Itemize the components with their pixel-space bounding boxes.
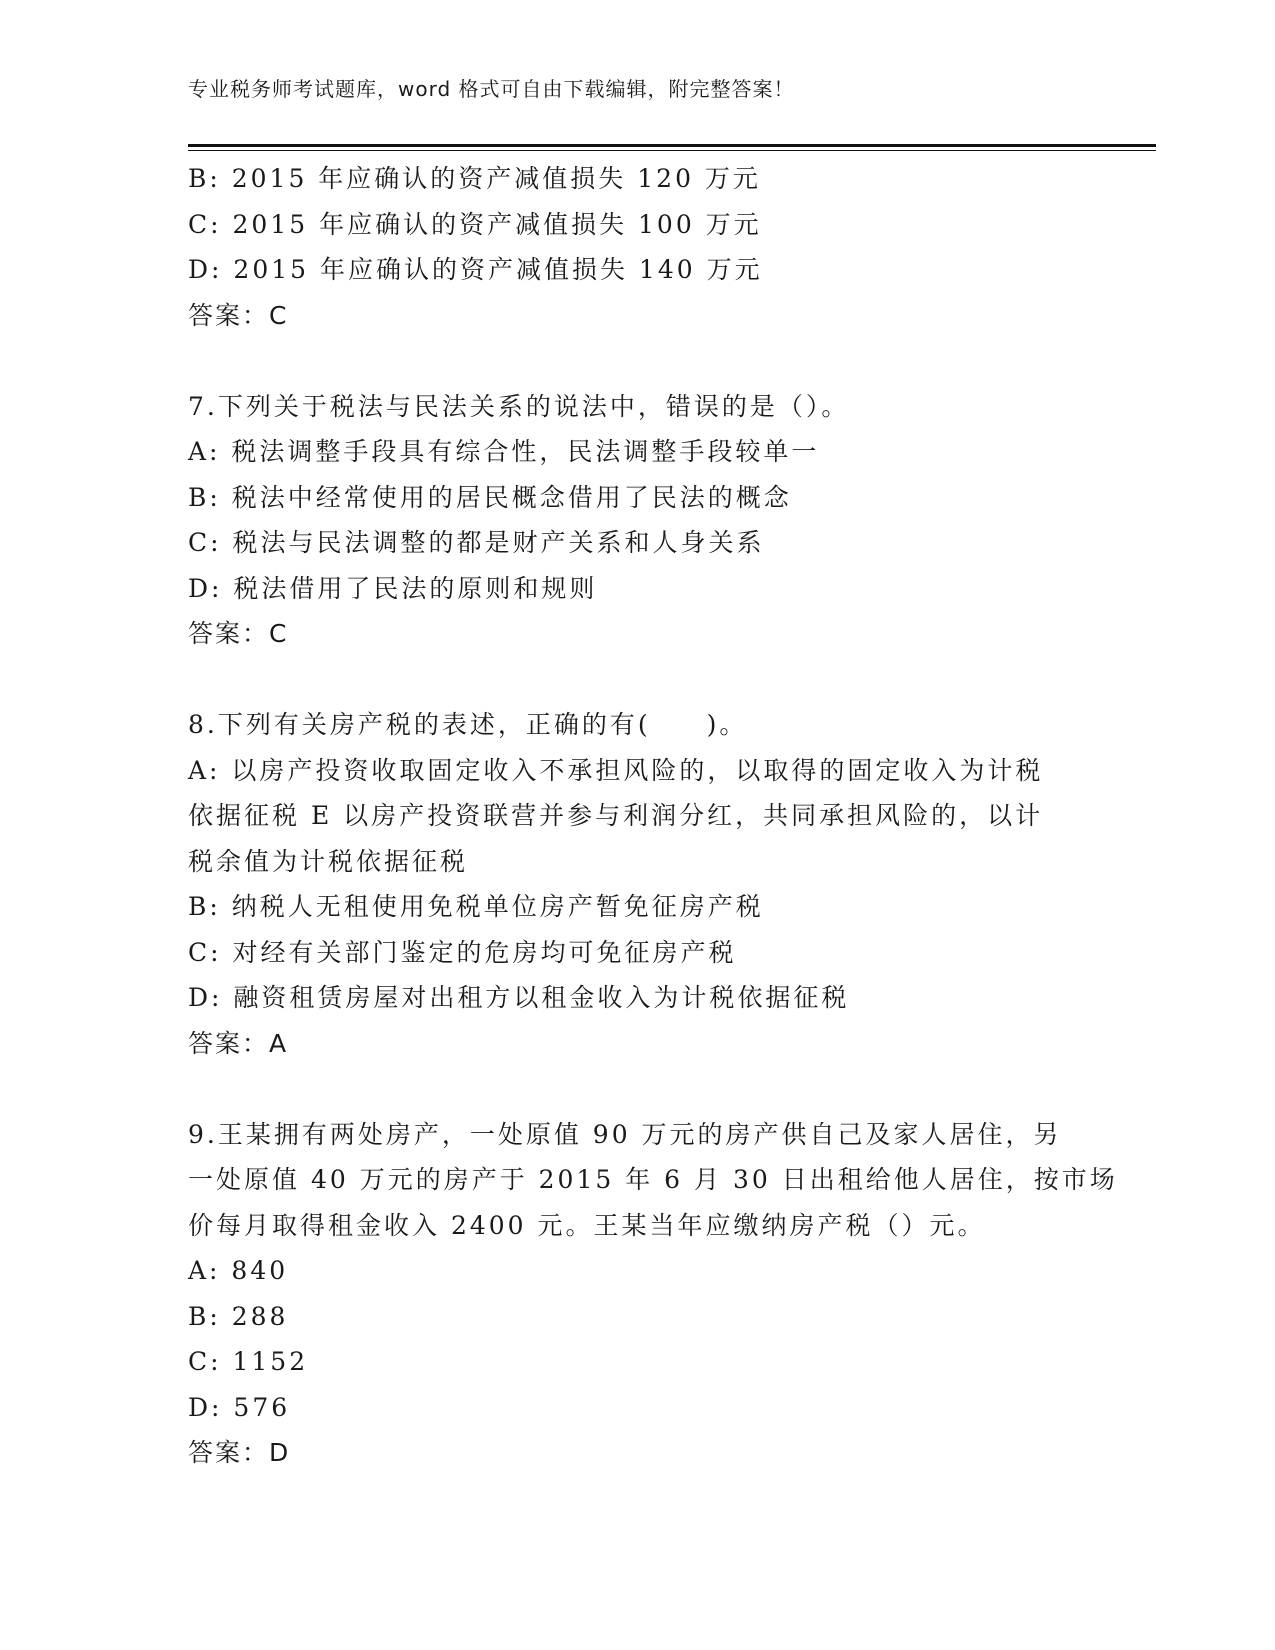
option-d: D: 2015 年应确认的资产减值损失 140 万元 bbox=[188, 255, 763, 284]
option-a-line-2: 依据征税 E 以房产投资联营并参与利润分红，共同承担风险的，以计 bbox=[188, 801, 1044, 830]
option-b: B: 288 bbox=[188, 1301, 289, 1331]
spacer bbox=[188, 1066, 1088, 1112]
spacer bbox=[188, 338, 1088, 384]
question-7 bbox=[188, 384, 1088, 657]
option-b: B: 纳税人无租使用免税单位房产暂免征房产税 bbox=[188, 892, 764, 921]
question-stem-line-1: 9.王某拥有两处房产，一处原值 90 万元的房产供自己及家人居住，另 bbox=[188, 1119, 1062, 1149]
option-c: C: 2015 年应确认的资产减值损失 100 万元 bbox=[188, 209, 762, 239]
question-6-continued bbox=[188, 156, 1088, 338]
option-a: A: 840 bbox=[188, 1256, 289, 1285]
question-stem-line-3: 价每月取得租金收入 2400 元。王某当年应缴纳房产税（）元。 bbox=[188, 1210, 986, 1240]
document-body bbox=[188, 156, 1118, 1476]
answer: 答案：D bbox=[188, 1438, 291, 1467]
option-d: D: 576 bbox=[188, 1392, 291, 1422]
question-stem: 7.下列关于税法与民法关系的说法中，错误的是（）。 bbox=[188, 391, 850, 421]
question-9 bbox=[188, 1112, 1118, 1476]
answer: 答案：A bbox=[188, 1028, 289, 1058]
header-rule-thin bbox=[188, 150, 1156, 151]
question-stem-line-2: 一处原值 40 万元的房产于 2015 年 6 月 30 日出租给他人居住，按市场 bbox=[188, 1165, 1118, 1194]
page-header: 专业税务师考试题库，word 格式可自由下载编辑，附完整答案！ bbox=[188, 77, 795, 101]
option-d: D: 税法借用了民法的原则和规则 bbox=[188, 573, 598, 603]
option-d: D: 融资租赁房屋对出租方以租金收入为计税依据征税 bbox=[188, 983, 850, 1012]
header-rule-thick bbox=[188, 144, 1156, 147]
option-c: C: 1152 bbox=[188, 1347, 309, 1376]
option-c: C: 对经有关部门鉴定的危房均可免征房产税 bbox=[188, 937, 737, 967]
option-b: B: 税法中经常使用的居民概念借用了民法的概念 bbox=[188, 482, 792, 512]
answer: 答案：C bbox=[188, 619, 289, 648]
spacer bbox=[188, 657, 1088, 703]
option-a-line-1: A: 以房产投资收取固定收入不承担风险的，以取得的固定收入为计税 bbox=[188, 755, 1044, 785]
question-8 bbox=[188, 702, 1088, 1066]
option-a-line-3: 税余值为计税依据征税 bbox=[188, 846, 469, 876]
answer: 答案：C bbox=[188, 300, 289, 330]
option-c: C: 税法与民法调整的都是财产关系和人身关系 bbox=[188, 528, 765, 557]
option-b: B: 2015 年应确认的资产减值损失 120 万元 bbox=[188, 164, 761, 193]
question-stem: 8.下列有关房产税的表述，正确的有( )。 bbox=[188, 710, 748, 739]
option-a: A: 税法调整手段具有综合性，民法调整手段较单一 bbox=[188, 437, 820, 466]
